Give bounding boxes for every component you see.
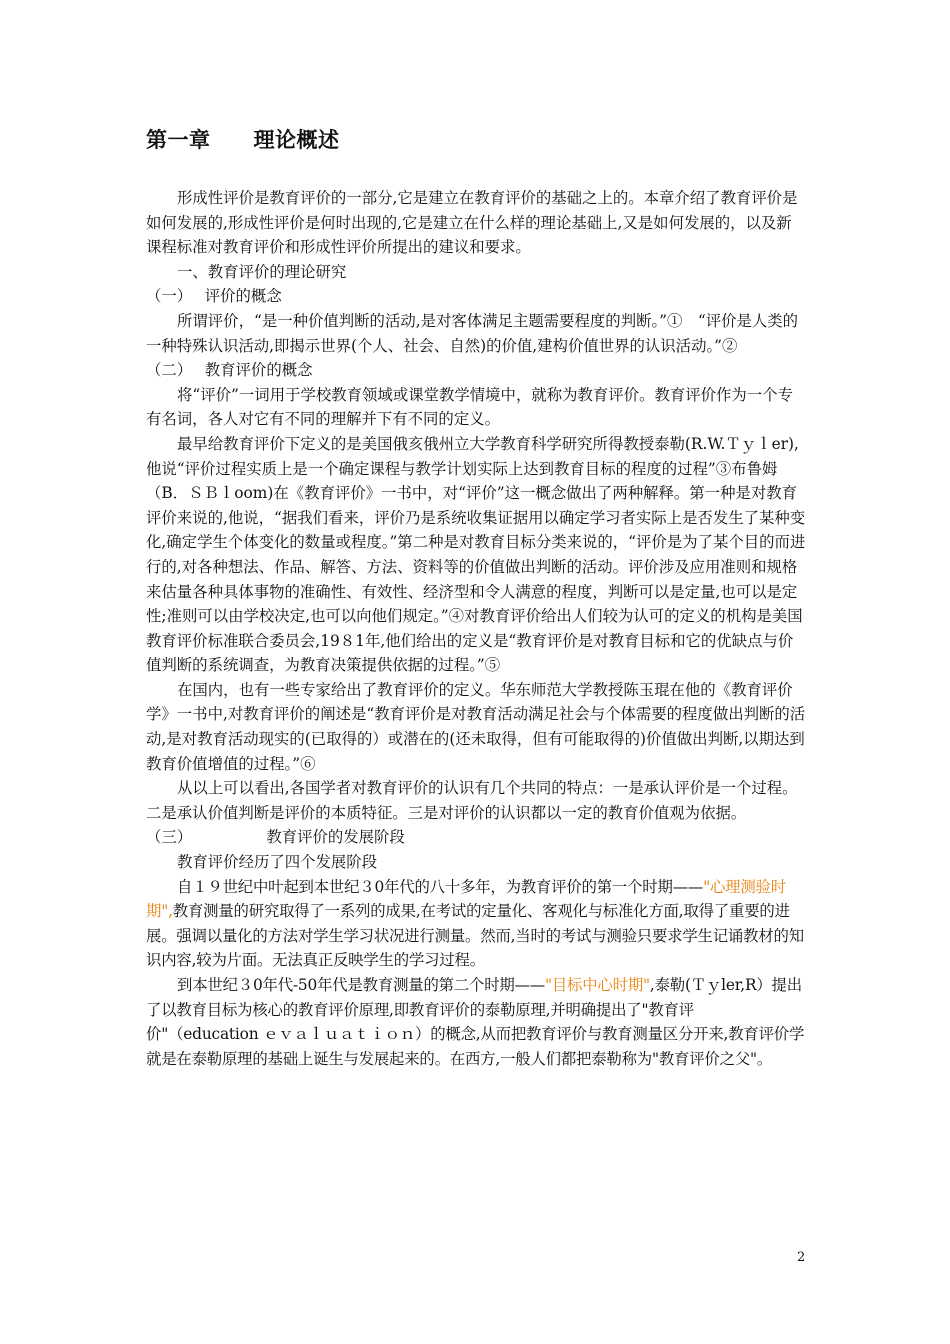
subsection-heading-3: （三） 教育评价的发展阶段 — [146, 828, 405, 847]
stage2-highlight: "目标中心时期" — [544, 976, 650, 994]
page-number: 2 — [797, 1250, 806, 1265]
stage2-after: ,泰勒(Ｔｙler,R）提出了以教育目标为核心的教育评价原理,即教育评价的泰勒原理,并明确提出了"教育评价"（education ｅｖａｌｕａｔｉｏｎ）的概念,从而把教育评价与教育测量区分开来,教育评价学就是在泰勒原理的基础上诞生与发展起来的。在西方,一般人们都把泰勒称为"教育评价之父"。 — [146, 976, 805, 1068]
stage2-before: 到本世纪３0年代-50年代是教育测量的第二个时期—— — [177, 976, 545, 994]
paragraph-stage-1 — [146, 875, 806, 973]
paragraph-domestic: 在国内，也有一些专家给出了教育评价的定义。华东师范大学教授陈玉琨在他的《教育评价学》一书中,对教育评价的阐述是“教育评价是对教育活动满足社会与个体需要的程度做出判断的活动,是对教育活动现实的(已取得的）或潜在的(还未取得，但有可能取得的)价值做出判断,以期达到教育价值增值的过程。”⑥ — [146, 680, 806, 773]
paragraph-tyler-bloom: 最早给教育评价下定义的是美国俄亥俄州立大学教育科学研究所得教授泰勒(R.W.Ｔｙｌer), 他说“评价过程实质上是一个确定课程与教学计划实际上达到教育目标的程度的过程”③布鲁姆（B．ＳＢｌoom)在《教育评价》一书中，对“评价”这一概念做出了两种解释。第一种是对教育评价来说的,他说，“据我们看来，评价乃是系统收集证据用以确定学习者实际上是否发生了某种变化,确定学生个体变化的数量或程度。”第二种是对教育目标分类来说的，“评价是为了某个目的而进行的,对各种想法、作品、解答、方法、资料等的价值做出判断的活动。评价涉及应用准则和规格来估量各种具体事物的准确性、有效性、经济型和令人满意的程度，判断可以是定量,也可以是定性;准则可以由学校决定,也可以向他们规定。”④对教育评价给出人们较为认可的定义的机构是美国教育评价标准联合委员会,19８1年,他们给出的定义是“教育评价是对教育目标和它的优缺点与价值判断的系统调查，为教育决策提供依据的过程。”⑤ — [146, 434, 815, 675]
body-text — [146, 186, 815, 1071]
stage1-highlight: "心理测验时期", — [146, 877, 786, 921]
paragraph-stage-2 — [146, 973, 806, 1071]
chapter-title: 第一章 理论概述 — [146, 128, 340, 152]
paragraph-summary: 从以上可以看出,各国学者对教育评价的认识有几个共同的特点：一是承认评价是一个过程。二是承认价值判断是评价的本质特征。三是对评价的认识都以一定的教育价值观为依据。 — [146, 779, 798, 822]
subsection-heading-2: （二） 教育评价的概念 — [146, 361, 313, 380]
intro-paragraph: 形成性评价是教育评价的一部分,它是建立在教育评价的基础之上的。本章介绍了教育评价是如何发展的,形成性评价是何时出现的,它是建立在什么样的理论基础上,又是如何发展的，以及新课程标准对教育评价和形成性评价所提出的建议和要求。 — [146, 189, 798, 257]
paragraph-stages-intro: 教育评价经历了四个发展阶段 — [177, 853, 378, 872]
paragraph-education-evaluation: 将“评价”一词用于学校教育领域或课堂教学情境中，就称为教育评价。教育评价作为一个专有名词，各人对它有不同的理解并下有不同的定义。 — [146, 385, 793, 429]
stage1-before: 自１９世纪中叶起到本世纪３0年代的八十多年，为教育评价的第一个时期—— — [177, 877, 704, 896]
paragraph-definition: 所谓评价，“是一种价值判断的活动,是对客体满足主题需要程度的判断。”① “评价是人类的一种特殊认识活动,即揭示世界(个人、社会、自然)的价值,建构价值世界的认识活动。”② — [146, 311, 799, 355]
section-heading-1: 一、教育评价的理论研究 — [177, 262, 347, 281]
subsection-heading-1: （一） 评价的概念 — [146, 287, 282, 306]
stage1-after: 教育测量的研究取得了一系列的成果,在考试的定量化、客观化与标准化方面,取得了重要的进展。强调以量化的方法对学生学习状况进行测量。然而,当时的考试与测验只要求学生记诵教材的知识内容,较为片面。无法真正反映学生的学习过程。 — [146, 902, 804, 970]
